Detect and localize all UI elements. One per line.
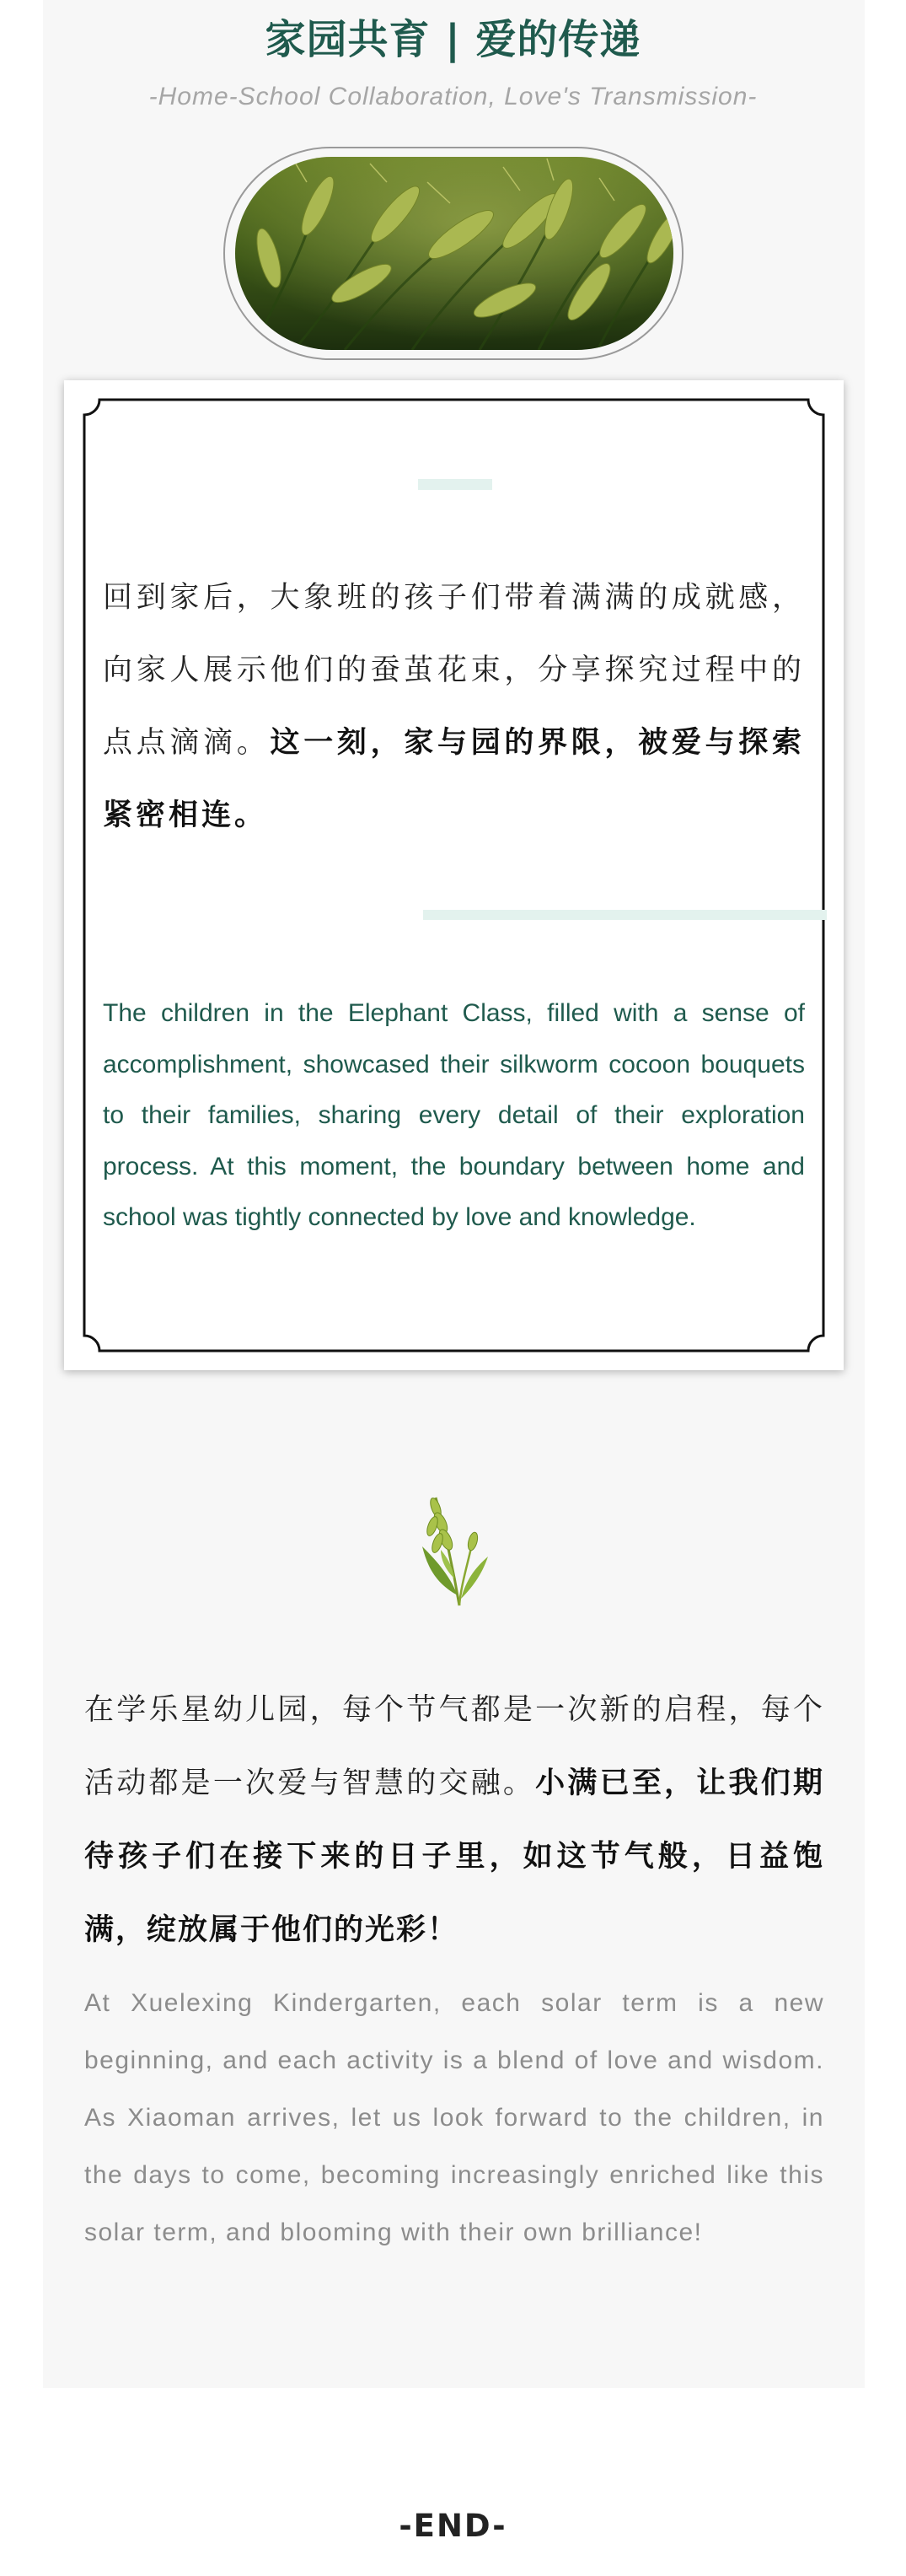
closing-chinese-paragraph	[84, 1674, 824, 1967]
page-subtitle: -Home-School Collaboration, Love's Transmission-	[148, 83, 758, 110]
banner-image	[235, 157, 673, 350]
closing-chinese-bold: 小满已至，让我们期待孩子们在接下来的日子里，如这节气般，日益饱满，绽放属于他们的光彩！	[84, 1767, 824, 1947]
wheat-sprig-icon	[410, 1491, 495, 1609]
end-marker: -END-	[399, 2508, 507, 2544]
decor-bar-top	[418, 479, 492, 490]
card-english-paragraph: The children in the Elephant Class, filled with a sense of accomplishment, showcased their silkworm cocoon bouquets to their families, sharing every detail of their exploration process. At this moment, the boundary between home and school was tightly connected by love and knowledge.	[103, 999, 805, 1231]
card-chinese-paragraph	[103, 562, 805, 852]
card-chinese-normal: 回到家后，大象班的孩子们带着满满的成就感，向家人展示他们的蚕茧花束，分享探究过程中的点点滴滴。	[103, 581, 805, 760]
card-chinese-bold: 这一刻，家与园的界限，被爱与探索紧密相连。	[103, 726, 805, 832]
closing-english-paragraph: At Xuelexing Kindergarten, each solar term is a new beginning, and each activity is a blend of love and wisdom. As Xiaoman arrives, let us look forward to the children, in the days to come, becoming increasingly enriched like this solar term, and blooming with their own brilliance!	[84, 1989, 824, 2246]
closing-chinese-normal: 在学乐星幼儿园，每个节气都是一次新的启程，每个活动都是一次爱与智慧的交融。	[84, 1693, 824, 1800]
wheat-field-photo	[235, 157, 673, 350]
decor-bar-middle	[423, 910, 827, 920]
page-title: 家园共育 | 爱的传递	[265, 16, 641, 63]
